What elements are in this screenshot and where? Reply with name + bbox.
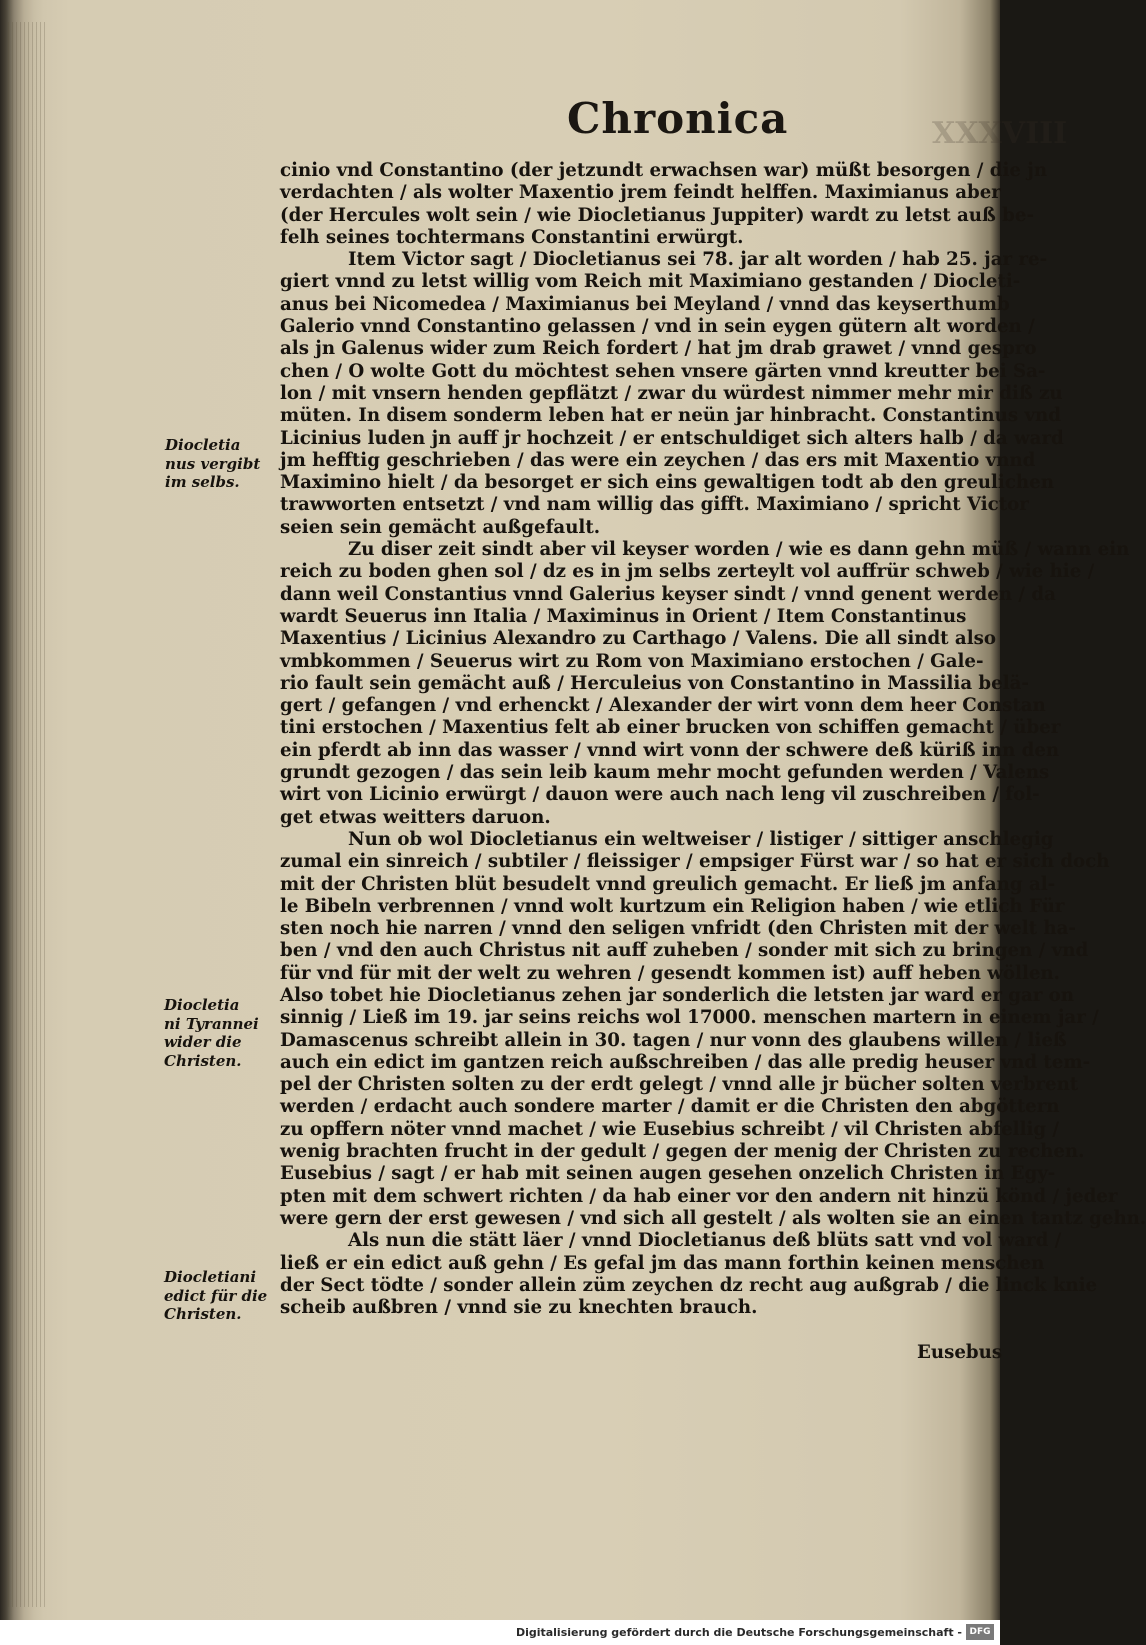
text-line: pel der Christen solten zu der erdt gelegt / vnnd alle jr bücher solten verbrent	[280, 1074, 1079, 1096]
text-line: werden / erdacht auch sondere marter / damit er die Christen den abgöttern	[280, 1096, 1060, 1118]
text-line: pten mit dem schwert richten / da hab einer vor den andern nit hinzü könd / jeder	[280, 1185, 1118, 1207]
text-line: sten noch hie narren / vnnd den seligen vnfridt (den Christen mit der welt ha-	[280, 918, 1076, 940]
note-line: nus vergibt	[165, 454, 261, 473]
text-line: Eusebius / sagt / er hab mit seinen augen gesehen onzelich Christen in Egy-	[280, 1163, 1056, 1185]
note-line: im selbs.	[165, 473, 240, 491]
show-through-folio: XXXVIII	[932, 116, 1068, 151]
paragraph	[280, 1230, 1098, 1319]
text-line: ein pferdt ab inn das wasser / vnnd wirt vonn der schwere deß küriß inn den	[280, 739, 1060, 761]
text-line: Also tobet hie Diocletianus zehen jar sonderlich die letsten jar ward er gar on	[280, 984, 1075, 1006]
text-line: ben / vnd den auch Christus nit auff zuheben / sonder mit sich zu bringen / vnd	[280, 940, 1089, 962]
text-line: were gern der erst gewesen / vnd sich all gestelt / als wolten sie an einen tantz gehn.	[280, 1207, 1146, 1229]
text-line: grundt gezogen / das sein leib kaum mehr mocht gefunden werden / Valens	[280, 762, 1050, 784]
text-line: (der Hercules wolt sein / wie Diocletianus Juppiter) wardt zu letst auß be-	[280, 204, 1034, 226]
text-line: Damascenus schreibt allein in 30. tagen / nur vonn des glaubens willen / ließ	[280, 1029, 1067, 1051]
text-line: zu opffern nöter vnnd machet / wie Eusebius schreibt / vil Christen abfellig /	[280, 1118, 1060, 1140]
text-line: cinio vnd Constantino (der jetzundt erwachsen war) müßt besorgen / die jn	[280, 160, 1048, 181]
text-line: wardt Seuerus inn Italia / Maximinus in Orient / Item Constantinus	[280, 605, 967, 627]
text-line: lon / mit vnsern henden gepflätzt / zwar du würdest nimmer mehr mir diß zu	[280, 382, 1063, 404]
paragraph	[280, 249, 1064, 539]
note-line: Diocletiani	[164, 1268, 257, 1286]
footer-credit: Digitalisierung gefördert durch die Deutsche Forschungsgemeinschaft -	[515, 1626, 962, 1639]
text-line: müten. In disem sonderm leben hat er neün jar hinbracht. Constantinus vnd	[280, 405, 1061, 427]
text-line: vmbkommen / Seuerus wirt zu Rom von Maximiano erstochen / Gale-	[280, 650, 984, 672]
text-line: trawworten entsetzt / vnd nam willig das gifft. Maximiano / spricht Victor	[280, 494, 1029, 516]
text-line: gert / gefangen / vnd erhenckt / Alexander der wirt vonn dem heer Constan	[280, 695, 1046, 717]
text-line: wenig brachten frucht in der gedult / gegen der menig der Christen zu rechen.	[280, 1141, 1085, 1163]
text-line: der Sect tödte / sonder allein züm zeychen dz recht aug außgrab / die linck knie	[280, 1274, 1098, 1296]
catchword: Eusebus	[917, 1342, 1003, 1363]
text-line: Licinius luden jn auff jr hochzeit / er entschuldiget sich alters halb / da ward	[280, 427, 1064, 449]
running-head: Chronica	[567, 94, 789, 143]
text-line: für vnd für mit der welt zu wehren / gesendt kommen ist) auff heben wöllen.	[280, 962, 1060, 984]
text-line: Zu diser zeit sindt aber vil keyser worden / wie es dann gehn müß / wann ein	[348, 539, 1130, 561]
text-line: jm hefftig geschrieben / das were ein zeychen / das ers mit Maxentio vnnd	[280, 449, 1036, 471]
text-line: dann weil Constantius vnnd Galerius keyser sindt / vnnd genent werden / da	[280, 583, 1056, 605]
text-line: Galerio vnnd Constantino gelassen / vnd in sein eygen gütern alt worden /	[280, 316, 1035, 338]
note-line: wider die	[164, 1033, 242, 1051]
text-line: scheib außbren / vnnd sie zu knechten brauch.	[280, 1297, 758, 1319]
text-line: als jn Galenus wider zum Reich fordert / hat jm drab grawet / vnnd gespro	[280, 338, 1037, 360]
paragraph	[280, 539, 1130, 829]
text-line: anus bei Nicomedea / Maximianus bei Meyland / vnnd das keyserthumb	[280, 293, 1010, 315]
text-line: Maximino hielt / da besorget er sich eins gewaltigen todt ab den greulichen	[280, 472, 1054, 494]
text-line: reich zu boden ghen sol / dz es in jm selbs zerteylt vol auffrür schweb / wie hie /	[280, 561, 1095, 583]
text-line: sinnig / Ließ im 19. jar seins reichs wol 17000. menschen martern in einem jar /	[280, 1007, 1099, 1029]
marginal-note	[164, 996, 264, 1070]
text-line: get etwas weitters daruon.	[280, 806, 551, 828]
main-text	[280, 160, 1146, 1319]
note-line: Christen.	[164, 1051, 242, 1070]
text-line: verdachten / als wolter Maxentio jrem feindt helffen. Maximianus aber	[280, 182, 1001, 204]
note-line: Christen.	[164, 1305, 242, 1323]
paragraph	[280, 160, 1048, 249]
text-line: tini erstochen / Maxentius felt ab einer brucken von schiffen gemacht / über	[280, 717, 1061, 739]
text-line: ließ er ein edict auß gehn / Es gefal jm das mann forthin keinen menschen	[280, 1252, 1045, 1274]
text-line: Nun ob wol Diocletianus ein weltweiser / listiger / sittiger anschlegig	[348, 828, 1054, 850]
page-edges	[8, 22, 48, 1607]
text-line: auch ein edict im gantzen reich außschreiben / das alle predig heuser vnd tem-	[280, 1051, 1091, 1073]
text-line: Als nun die stätt läer / vnnd Diocletianus deß blüts satt vnd vol ward /	[348, 1230, 1062, 1252]
note-line: Diocletia	[164, 996, 240, 1014]
note-line: Diocletia	[165, 436, 241, 454]
marginal-note	[164, 1268, 268, 1324]
text-line: Maxentius / Licinius Alexandro zu Carthago / Valens. Die all sindt also	[280, 628, 996, 650]
text-line: mit der Christen blüt besudelt vnnd greulich gemacht. Er ließ jm anfang al-	[280, 873, 1056, 895]
note-line: ni Tyrannei	[164, 1014, 259, 1033]
text-line: zumal ein sinreich / subtiler / fleissiger / empsiger Fürst war / so hat er sich doch	[280, 851, 1110, 873]
dfg-logo: DFG	[966, 1624, 994, 1640]
note-line: edict für die	[164, 1286, 268, 1305]
text-line: felh seines tochtermans Constantini erwürgt.	[280, 226, 744, 248]
text-line: seien sein gemächt außgefault.	[280, 516, 601, 538]
paragraph	[280, 828, 1146, 1230]
marginal-note	[165, 436, 265, 492]
text-line: wirt von Licinio erwürgt / dauon were auch nach leng vil zuschreiben / fol-	[280, 784, 1040, 806]
text-line: le Bibeln verbrennen / vnnd wolt kurtzum ein Religion haben / wie etlich Für	[280, 895, 1065, 917]
digitization-footer	[0, 1620, 1000, 1645]
text-line: giert vnnd zu letst willig vom Reich mit Maximiano gestanden / Diocleti-	[280, 271, 1021, 293]
text-line: chen / O wolte Gott du möchtest sehen vnsere gärten vnnd kreutter bei Sa-	[280, 360, 1046, 382]
text-line: Item Victor sagt / Diocletianus sei 78. jar alt worden / hab 25. jar re-	[348, 249, 1048, 271]
page	[52, 18, 1146, 1613]
text-line: rio fault sein gemächt auß / Herculeius von Constantino in Massilia belä-	[280, 672, 1029, 694]
